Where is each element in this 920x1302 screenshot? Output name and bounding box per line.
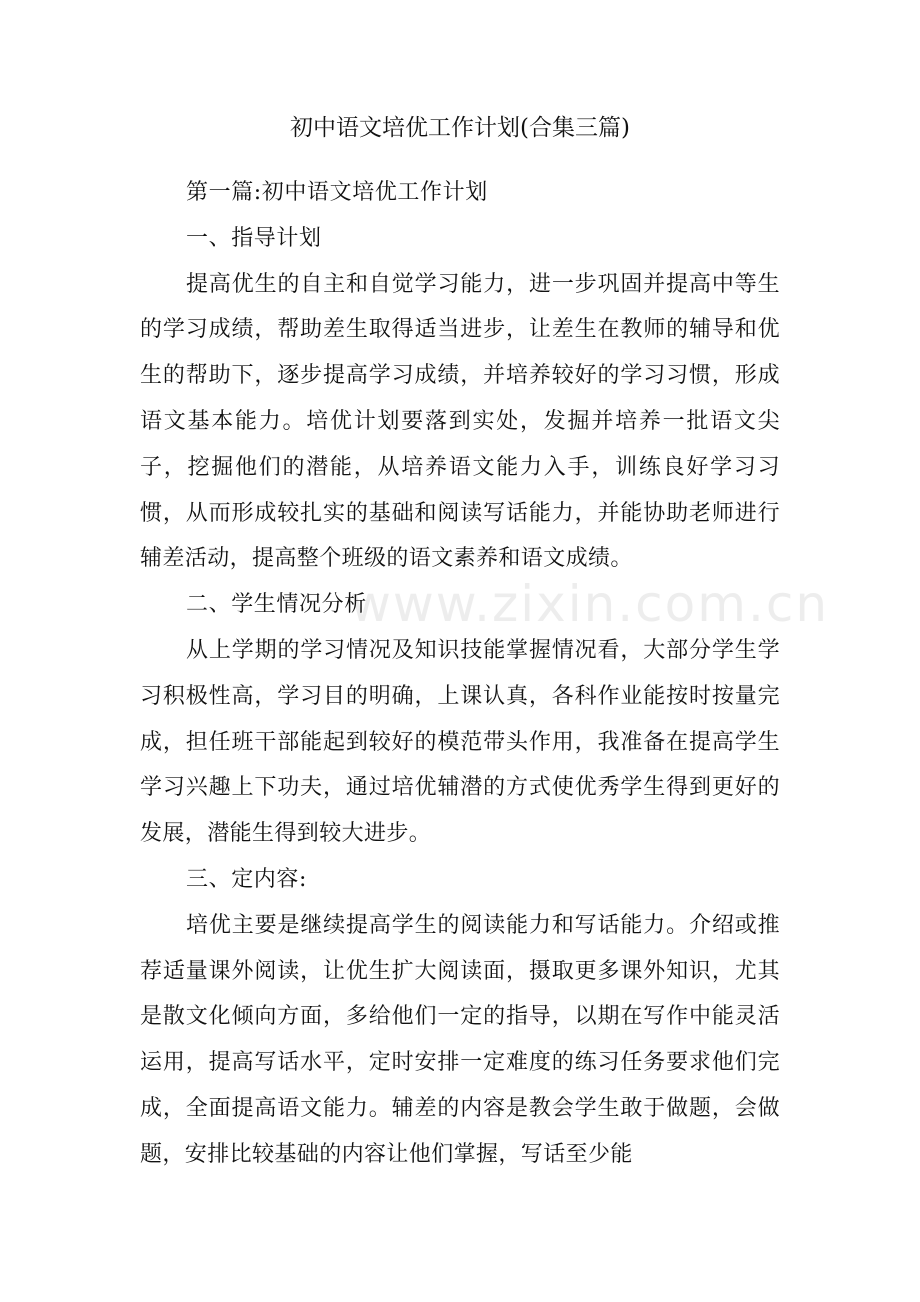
paragraph-student-analysis: 从上学期的学习情况及知识技能掌握情况看，大部分学生学习积极性高，学习目的明确，上课认真，各科作业能按时按量完成，担任班干部能起到较好的模范带头作用，我准备在提高学生学习兴趣上下功夫，通过培优辅潜的方式使优秀学生得到更好的发展，潜能生得到较大进步。 <box>140 637 780 847</box>
paragraph-guidance-plan: 提高优生的自主和自觉学习能力，进一步巩固并提高中等生的学习成绩，帮助差生取得适当进步，让差生在教师的辅导和优生的帮助下，逐步提高学习成绩，并培养较好的学习习惯，形成语文基本能力。培优计划要落到实处，发掘并培养一批语文尖子，挖掘他们的潜能，从培养语文能力入手，训练良好学习习惯，从而形成较扎实的基础和阅读写话能力，并能协助老师进行辅差活动，提高整个班级的语文素养和语文成绩。 <box>140 271 780 572</box>
section-title: 第一篇:初中语文培优工作计划 <box>186 180 488 205</box>
heading-guidance-plan: 一、指导计划 <box>186 225 322 251</box>
watermark-text: www.zixin.com.cn <box>350 575 830 633</box>
document-body <box>140 170 780 1178</box>
heading-student-analysis: 二、学生情况分析 <box>186 592 367 618</box>
heading-content: 三、定内容: <box>186 866 308 892</box>
document-title: 初中语文培优工作计划(合集三篇) <box>290 115 630 141</box>
paragraph-content: 培优主要是继续提高学生的阅读能力和写话能力。介绍或推荐适量课外阅读，让优生扩大阅读面，摄取更多课外知识，尤其是散文化倾向方面，多给他们一定的指导，以期在写作中能灵活运用，提高写话水平，定时安排一定难度的练习任务要求他们完成，全面提高语文能力。辅差的内容是教会学生敢于做题，会做题，安排比较基础的内容让他们掌握，写话至少能 <box>140 912 780 1167</box>
